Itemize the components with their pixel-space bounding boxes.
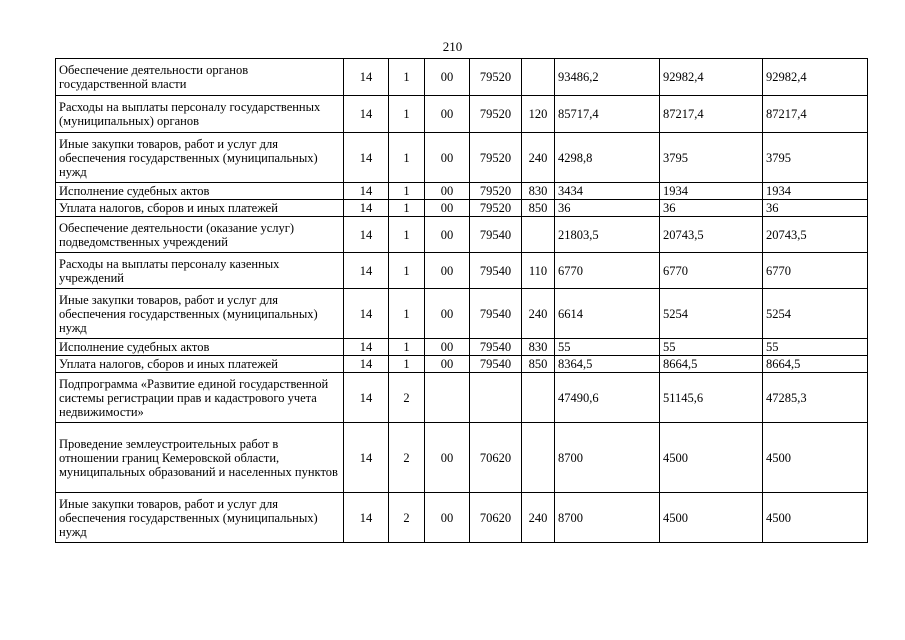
expense-type-code: [522, 373, 555, 423]
table-row: [56, 373, 868, 423]
amount-year-2: 36: [660, 200, 763, 217]
table-row: [56, 339, 868, 356]
amount-year-1: 47490,6: [555, 373, 660, 423]
program-code: 00: [425, 493, 470, 543]
table-row: [56, 493, 868, 543]
row-title: Расходы на выплаты персоналу государственных (муниципальных) органов: [56, 96, 344, 133]
table-row: [56, 423, 868, 493]
amount-year-3: 4500: [763, 423, 868, 493]
amount-year-3: 5254: [763, 289, 868, 339]
subsection-code: 1: [389, 339, 425, 356]
target-article-code: 79520: [470, 96, 522, 133]
expense-type-code: 850: [522, 200, 555, 217]
target-article-code: 79540: [470, 253, 522, 289]
amount-year-3: 92982,4: [763, 59, 868, 96]
amount-year-1: 8700: [555, 423, 660, 493]
program-code: 00: [425, 96, 470, 133]
row-title: Обеспечение деятельности (оказание услуг) подведомственных учреждений: [56, 217, 344, 253]
row-title: Расходы на выплаты персоналу казенных учреждений: [56, 253, 344, 289]
amount-year-3: 8664,5: [763, 356, 868, 373]
expense-type-code: 830: [522, 183, 555, 200]
amount-year-3: 4500: [763, 493, 868, 543]
amount-year-1: 6614: [555, 289, 660, 339]
section-code: 14: [344, 493, 389, 543]
amount-year-3: 47285,3: [763, 373, 868, 423]
program-code: 00: [425, 423, 470, 493]
section-code: 14: [344, 356, 389, 373]
target-article-code: [470, 373, 522, 423]
amount-year-1: 36: [555, 200, 660, 217]
section-code: 14: [344, 200, 389, 217]
expense-type-code: 240: [522, 133, 555, 183]
budget-table: [55, 58, 868, 543]
subsection-code: 1: [389, 59, 425, 96]
section-code: 14: [344, 183, 389, 200]
amount-year-1: 21803,5: [555, 217, 660, 253]
target-article-code: 79540: [470, 217, 522, 253]
amount-year-1: 8700: [555, 493, 660, 543]
program-code: 00: [425, 356, 470, 373]
amount-year-2: 6770: [660, 253, 763, 289]
table-row: [56, 200, 868, 217]
section-code: 14: [344, 289, 389, 339]
section-code: 14: [344, 96, 389, 133]
subsection-code: 1: [389, 96, 425, 133]
expense-type-code: [522, 217, 555, 253]
program-code: 00: [425, 59, 470, 96]
row-title: Иные закупки товаров, работ и услуг для обеспечения государственных (муниципальных) нужд: [56, 133, 344, 183]
amount-year-1: 8364,5: [555, 356, 660, 373]
table-row: [56, 289, 868, 339]
page-number: 210: [442, 39, 463, 54]
target-article-code: 79540: [470, 356, 522, 373]
target-article-code: 79520: [470, 133, 522, 183]
amount-year-1: 55: [555, 339, 660, 356]
expense-type-code: [522, 59, 555, 96]
subsection-code: 2: [389, 373, 425, 423]
amount-year-2: 5254: [660, 289, 763, 339]
program-code: 00: [425, 289, 470, 339]
amount-year-2: 92982,4: [660, 59, 763, 96]
subsection-code: 1: [389, 133, 425, 183]
amount-year-2: 1934: [660, 183, 763, 200]
program-code: 00: [425, 200, 470, 217]
section-code: 14: [344, 217, 389, 253]
amount-year-3: 1934: [763, 183, 868, 200]
program-code: 00: [425, 217, 470, 253]
amount-year-3: 20743,5: [763, 217, 868, 253]
amount-year-2: 51145,6: [660, 373, 763, 423]
target-article-code: 79520: [470, 183, 522, 200]
expense-type-code: 240: [522, 289, 555, 339]
amount-year-2: 55: [660, 339, 763, 356]
expense-type-code: 240: [522, 493, 555, 543]
row-title: Иные закупки товаров, работ и услуг для обеспечения государственных (муниципальных) нужд: [56, 289, 344, 339]
amount-year-2: 4500: [660, 493, 763, 543]
expense-type-code: [522, 423, 555, 493]
table-row: [56, 96, 868, 133]
amount-year-3: 55: [763, 339, 868, 356]
amount-year-3: 87217,4: [763, 96, 868, 133]
subsection-code: 1: [389, 253, 425, 289]
amount-year-2: 87217,4: [660, 96, 763, 133]
target-article-code: 70620: [470, 423, 522, 493]
table-row: [56, 59, 868, 96]
row-title: Исполнение судебных актов: [56, 339, 344, 356]
expense-type-code: 110: [522, 253, 555, 289]
expense-type-code: 830: [522, 339, 555, 356]
subsection-code: 1: [389, 289, 425, 339]
program-code: 00: [425, 339, 470, 356]
expense-type-code: 850: [522, 356, 555, 373]
table-row: [56, 217, 868, 253]
amount-year-1: 4298,8: [555, 133, 660, 183]
amount-year-3: 6770: [763, 253, 868, 289]
subsection-code: 2: [389, 423, 425, 493]
table-row: [56, 356, 868, 373]
amount-year-2: 8664,5: [660, 356, 763, 373]
table-row: [56, 183, 868, 200]
amount-year-2: 4500: [660, 423, 763, 493]
row-title: Уплата налогов, сборов и иных платежей: [56, 356, 344, 373]
subsection-code: 1: [389, 183, 425, 200]
target-article-code: 79520: [470, 200, 522, 217]
section-code: 14: [344, 133, 389, 183]
section-code: 14: [344, 59, 389, 96]
expense-type-code: 120: [522, 96, 555, 133]
amount-year-1: 93486,2: [555, 59, 660, 96]
target-article-code: 79540: [470, 289, 522, 339]
amount-year-3: 3795: [763, 133, 868, 183]
section-code: 14: [344, 423, 389, 493]
program-code: 00: [425, 253, 470, 289]
amount-year-1: 85717,4: [555, 96, 660, 133]
row-title: Подпрограмма «Развитие единой государственной системы регистрации прав и кадастрового учета недвижимости»: [56, 373, 344, 423]
program-code: 00: [425, 183, 470, 200]
program-code: [425, 373, 470, 423]
section-code: 14: [344, 253, 389, 289]
table-row: [56, 253, 868, 289]
row-title: Иные закупки товаров, работ и услуг для обеспечения государственных (муниципальных) нужд: [56, 493, 344, 543]
target-article-code: 79520: [470, 59, 522, 96]
program-code: 00: [425, 133, 470, 183]
section-code: 14: [344, 373, 389, 423]
target-article-code: 70620: [470, 493, 522, 543]
section-code: 14: [344, 339, 389, 356]
row-title: Уплата налогов, сборов и иных платежей: [56, 200, 344, 217]
subsection-code: 1: [389, 200, 425, 217]
table-row: [56, 133, 868, 183]
amount-year-3: 36: [763, 200, 868, 217]
amount-year-1: 3434: [555, 183, 660, 200]
amount-year-1: 6770: [555, 253, 660, 289]
row-title: Проведение землеустроительных работ в отношении границ Кемеровской области, муниципальных образований и населенных пунктов: [56, 423, 344, 493]
amount-year-2: 20743,5: [660, 217, 763, 253]
subsection-code: 1: [389, 356, 425, 373]
row-title: Исполнение судебных актов: [56, 183, 344, 200]
target-article-code: 79540: [470, 339, 522, 356]
amount-year-2: 3795: [660, 133, 763, 183]
row-title: Обеспечение деятельности органов государственной власти: [56, 59, 344, 96]
subsection-code: 2: [389, 493, 425, 543]
subsection-code: 1: [389, 217, 425, 253]
